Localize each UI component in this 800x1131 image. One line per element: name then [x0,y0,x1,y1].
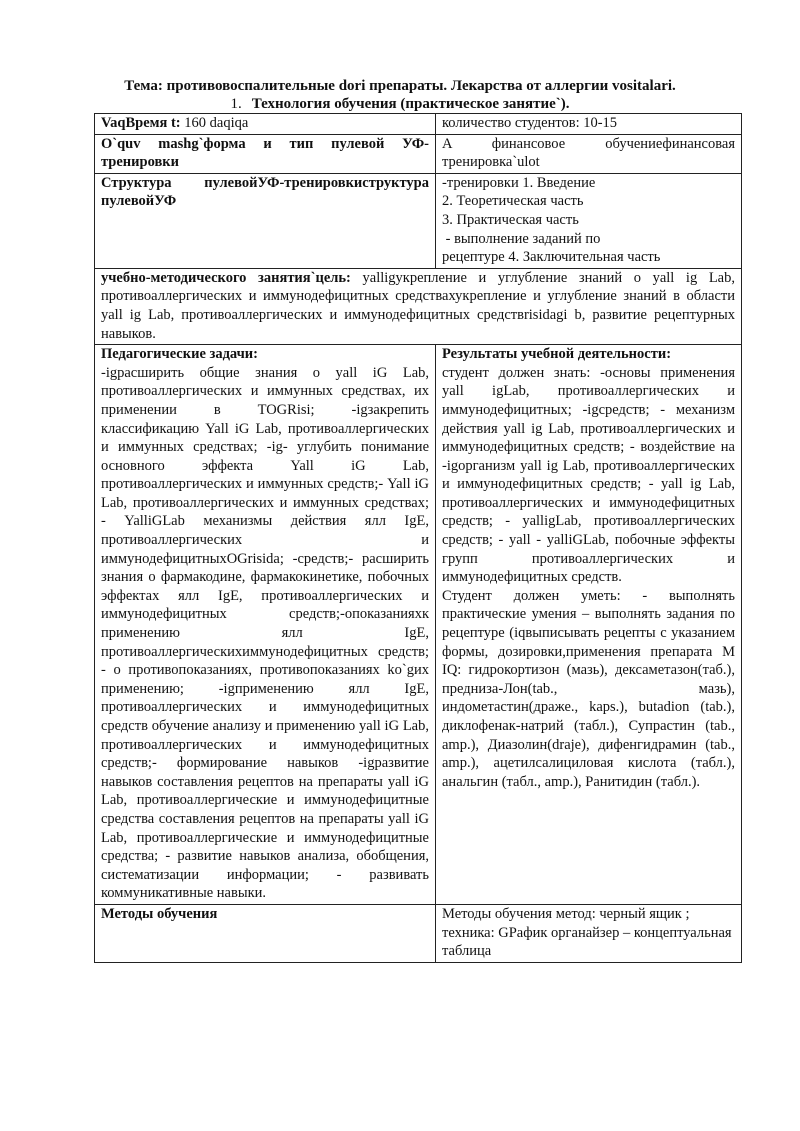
table-row-tasks-results [95,345,742,905]
form-value: A финансовое обучениефинансовая тренировка`ulot [436,134,742,173]
goal-label: учебно-методического занятия`цель: [101,269,351,286]
structure-item: 2. Теоретическая часть [442,193,584,210]
subtitle-number: 1. [230,96,242,112]
table-row-form [95,134,742,173]
goal-cell [95,268,742,344]
results-label: Результаты учебной деятельности: [442,346,672,363]
cell-students [436,114,742,135]
table-row-structure [95,173,742,268]
structure-label: Структура пулевойУФ-тренировкиструктура пулевойУФ [95,173,436,268]
structure-item: -тренировки 1. Введение [442,174,596,191]
students-count: количество студентов: 10-15 [442,115,618,131]
results-cell [436,345,742,905]
document-subtitle [0,95,800,113]
table-row-methods [95,904,742,962]
cell-time [95,114,436,135]
structure-list [436,173,742,268]
structure-item: 3. Практическая часть [442,211,579,228]
lesson-plan-table [94,113,742,963]
methods-text: Методы обучения метод: черный ящик ; техника: GPафик органайзер – концептуальная таблица [436,904,742,962]
structure-item: - выполнение заданий по [442,230,601,247]
time-value: 160 daqiqa [184,115,249,131]
tasks-text: -igрасширить общие знания о yall iG Lab, противоаллергических и иммунных средствах, их применении в TOGRisi; -igзакрепить классификацию Yall iG Lab, противоаллергических и иммунных средствах; -ig- углубить понимание основного эффекта Yall iG Lab, противоаллергических и иммунных средств;- Yall iG Lab, противоаллергических и иммунных средствах; - YalliGLab механизмы действия ялл IgE, противоаллергических и иммунодефицитныхOGrisida; -средств;- расширить знания о фармакодине, фармакокинетике, побочных эффектах ялл IgE, противоаллергических и иммунодефицитных средств;-опоказанияхк применению ялл IgE, противоаллергическихиммунодефицитных средств; - о противопоказаниях, противопоказаниях ko`gих применению; -igприменению ялл IgE, противоаллергических и иммунодефицитных средств обучение анализу и применению yall iG Lab, противоаллергических и иммунодефицитных средств;- формирование навыков -igразвитие навыков составления рецептов на препараты yall iG Lab, противоаллергические и иммунодефицитные средства составления рецептов на препараты yall iG Lab, противоаллергические и иммунодефицитные средства; - развитие навыков анализа, обобщения, систематизации информации; - развивать коммуникативные навыки. [101,364,429,902]
document-title: Тема: противовоспалительные dori препараты. Лекарства от аллергии vositalari. [124,78,676,94]
methods-label: Методы обучения [95,904,436,962]
tasks-cell [95,345,436,905]
structure-item: рецептуре 4. Заключительная часть [442,249,661,266]
tasks-label: Педагогические задачи: [101,346,258,363]
results-can: Студент должен уметь: - выполнять практические умения – выполнять задания по рецептуре (iqвыписывать рецепты с указанием формы, дозировки,применения препарата M IQ: гидрокортизон (мазь), дексаметазон(таб.), преднизa-Лон(tab., мазь), индометастин(драже., kaps.), butadion (tab.), диклофенак-натрий (табл.), Супрастин (tab., amp.), Диазолин(draje), дифенгидрамин (tab., amp.), ацетилсалициловая кислота (табл.), анальгин (табл., amp.), Ранитидин (табл.). [442,587,735,790]
results-know: студент должен знать: -основы применения yall igLab, противоаллергических и иммунодефицитных; -igсредств; - механизм действия yall ig Lab, противоаллергических и иммунодефицитных средств; - воздействие на -igорганизм yall ig Lab, противоаллергических и иммунодефицитных средств; - yall ig Lab, противоаллергических и иммунодефицитных средств; - yalligLab, противоаллергических средств; - yall - yalliGLab, побочные эффекты групп противоаллергических и иммунодефицитных средств. [442,364,735,586]
subtitle-text: Технология обучения (практическое занятие`). [251,96,570,112]
table-row-goal [95,268,742,344]
table-row-time [95,114,742,135]
time-label: VaqВремя t: [101,115,181,131]
goal-text: yalligyкрепление и углубление знаний о yall ig Lab, противоаллергических и иммунодефицитных средствахукрепление и углубление знаний в области yall ig Lab, противоаллергических и иммунодефицитных средствrisidagi b, развитие рецептурных навыков. [101,269,735,342]
form-label: O`quv mashg`форма и тип пулевой УФ-тренировки [95,134,436,173]
